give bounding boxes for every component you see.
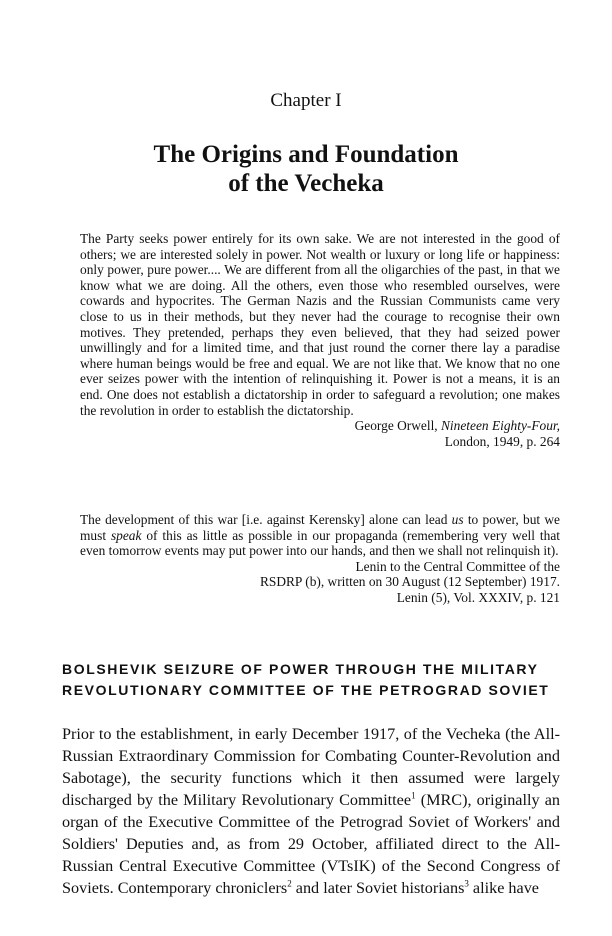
attribution-line-3: Lenin (5), Vol. XXXIV, p. 121 [396, 589, 560, 605]
footnote-ref-3[interactable]: 3 [464, 878, 469, 889]
attribution-author: George Orwell, [354, 418, 441, 434]
chapter-title-line-2: of the Vecheka [228, 170, 384, 197]
epigraph-orwell-attribution [80, 418, 560, 449]
footnote-ref-1[interactable]: 1 [411, 790, 416, 801]
attribution-publication: London, 1949, p. 264 [444, 433, 560, 449]
chapter-title-line-1: The Origins and Foundation [153, 141, 459, 168]
section-heading: BOLSHEVIK SEIZURE OF POWER THROUGH THE MILITARY REVOLUTIONARY COMMITTEE OF THE PETROGRAD SOVIET [62, 661, 550, 698]
epigraph-lenin [80, 512, 560, 606]
footnote-ref-2[interactable]: 2 [287, 878, 292, 889]
body-paragraph: Prior to the establishment, in early December 1917, of the Vecheka (the All-Russian Extraordinary Commission for Combating Counter-Revolution and Sabotage), the security functions which it then assumed were largely discharged by the Military Revolutionary Committee$^1$ (MRC), originally an organ of the Executive Committee of the Petrograd Soviet of Workers' and Soldiers' Deputies and, as from 29 October, affiliated direct to the All-Russian Central Executive Committee (VTsIK) of the Second Congress of Soviets. Contemporary chroniclers$^2$ and later Soviet historians$^3$ alike have [62, 725, 560, 897]
attribution-line-2: RSDRP (b), written on 30 August (12 September) 1917. [259, 574, 560, 590]
epigraph-orwell [80, 231, 560, 449]
attribution-work-title: Nineteen Eighty-Four, [441, 418, 560, 434]
emphasis-us: us [451, 512, 464, 527]
attribution-line-1: Lenin to the Central Committee of the [355, 558, 560, 574]
epigraph-lenin-attribution [80, 559, 560, 606]
chapter-label: Chapter I [270, 90, 342, 111]
epigraph-lenin-text: The development of this war [i.e. against Kerensky] alone can lead us to power, but we must speak of this as little as possible in our propaganda (remembering very well that even tomorrow events may put power into our hands, and then we shall not relinquish it). [80, 512, 560, 559]
emphasis-speak: speak [110, 527, 142, 543]
epigraph-orwell-text: The Party seeks power entirely for its own sake. We are not interested in the good of others; we are interested solely in power. Not wealth or luxury or long life or happiness: only power, pure power.... We are different from all the oligarchies of the past, in that we know what we are doing. All the others, even those who resembled ourselves, were cowards and hypocrites. The German Nazis and the Russian Communists came very close to us in their methods, but they never had the courage to recognise their own motives. They pretended, perhaps they even believed, that they had seized power unwillingly and for a limited time, and that just round the corner there lay a paradise where human beings would be free and equal. We are not like that. We know that no one ever seizes power with the intention of relinquishing it. Power is not a means, it is an end. One does not establish a dictatorship in order to safeguard a revolution; one makes the revolution in order to establish the dictatorship. [80, 231, 560, 418]
chapter-title [0, 140, 612, 198]
